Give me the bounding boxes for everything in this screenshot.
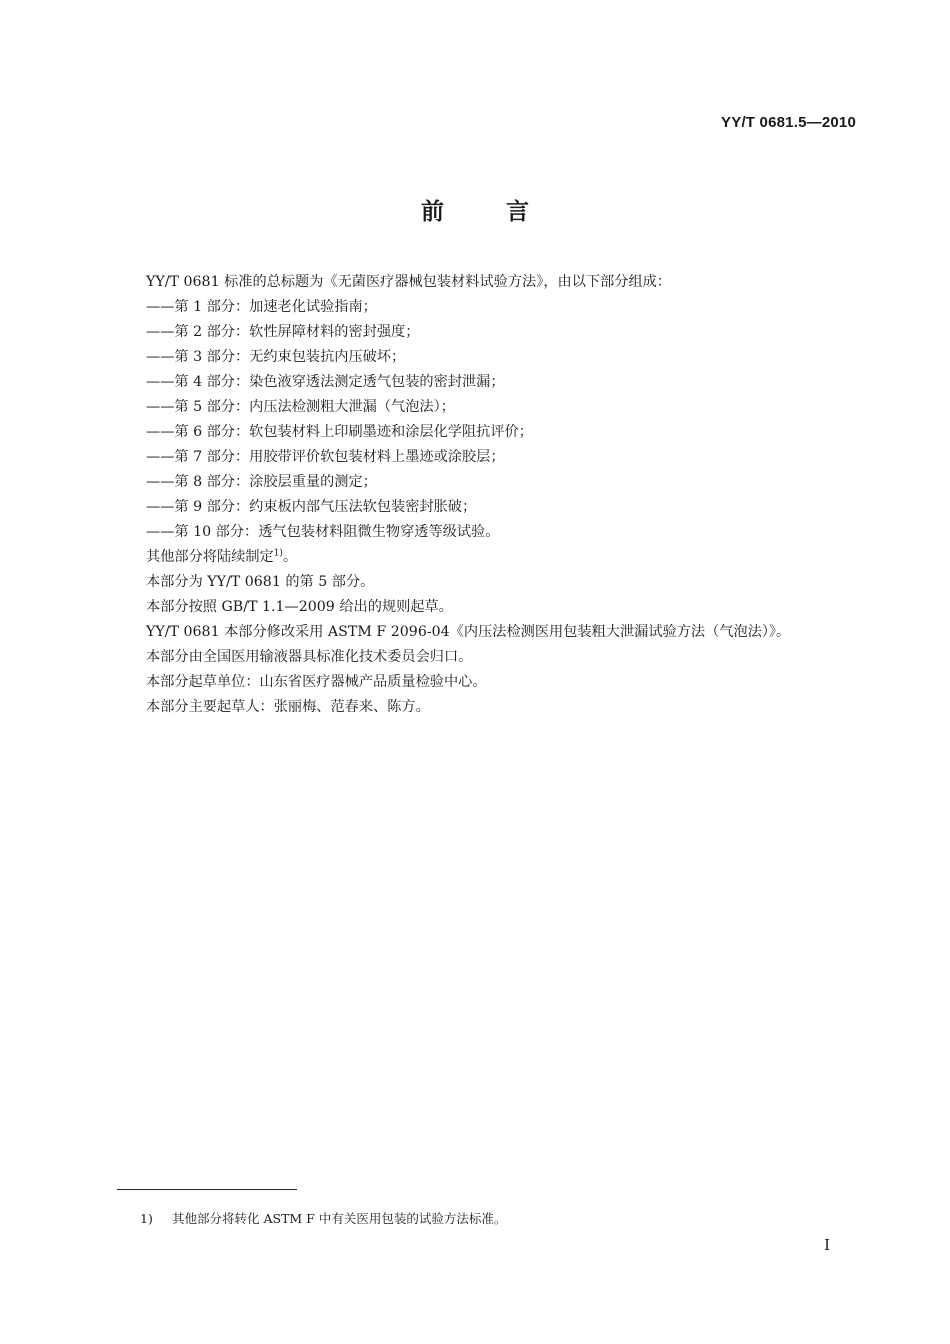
list-item: ——第 3 部分：无约束包装抗内压破坏； [146, 349, 406, 365]
foreword-body [117, 270, 855, 720]
paragraph: YY/T 0681 本部分修改采用 ASTM F 2096-04《内压法检测医用包装粗大泄漏试验方法（气泡法）》。 [146, 624, 791, 640]
list-item: ——第 8 部分：涂胶层重量的测定； [146, 474, 377, 490]
list-item: ——第 6 部分：软包装材料上印刷墨迹和涂层化学阻抗评价； [146, 424, 533, 440]
paragraph: 本部分起草单位：山东省医疗器械产品质量检验中心。 [146, 674, 487, 690]
list-item: ——第 5 部分：内压法检测粗大泄漏（气泡法）； [146, 399, 455, 415]
other-parts-paragraph [117, 545, 855, 570]
parts-list [117, 295, 855, 545]
list-item: ——第 7 部分：用胶带评价软包装材料上墨迹或涂胶层； [146, 449, 505, 465]
footnote-reference[interactable]: 1) [273, 548, 283, 559]
footnote-text: 其他部分将转化 ASTM F 中有关医用包装的试验方法标准。 [172, 1211, 507, 1226]
footnote [140, 1209, 506, 1227]
paragraph: 本部分按照 GB/T 1.1—2009 给出的规则起草。 [146, 599, 453, 615]
page-number: I [824, 1236, 830, 1254]
intro-paragraph: YY/T 0681 标准的总标题为《无菌医疗器械包装材料试验方法》，由以下部分组成： [146, 274, 672, 290]
other-parts-text: 其他部分将陆续制定 [146, 549, 274, 565]
other-parts-end: 。 [282, 549, 298, 565]
list-item: ——第 1 部分：加速老化试验指南； [146, 299, 377, 315]
page-title: 前言 [421, 199, 591, 225]
list-item: ——第 4 部分：染色液穿透法测定透气包装的密封泄漏； [146, 374, 505, 390]
paragraph: 本部分为 YY/T 0681 的第 5 部分。 [146, 574, 375, 590]
list-item: ——第 10 部分：透气包装材料阻微生物穿透等级试验。 [146, 524, 500, 540]
list-item: ——第 2 部分：软性屏障材料的密封强度； [146, 324, 420, 340]
footnote-mark: 1) [140, 1211, 153, 1226]
paragraph: 本部分由全国医用输液器具标准化技术委员会归口。 [146, 649, 473, 665]
standard-code: YY/T 0681.5—2010 [721, 114, 856, 131]
paragraph: 本部分主要起草人：张丽梅、范春来、陈方。 [146, 699, 430, 715]
footnote-divider [117, 1189, 297, 1190]
list-item: ——第 9 部分：约束板内部气压法软包装密封胀破； [146, 499, 477, 515]
